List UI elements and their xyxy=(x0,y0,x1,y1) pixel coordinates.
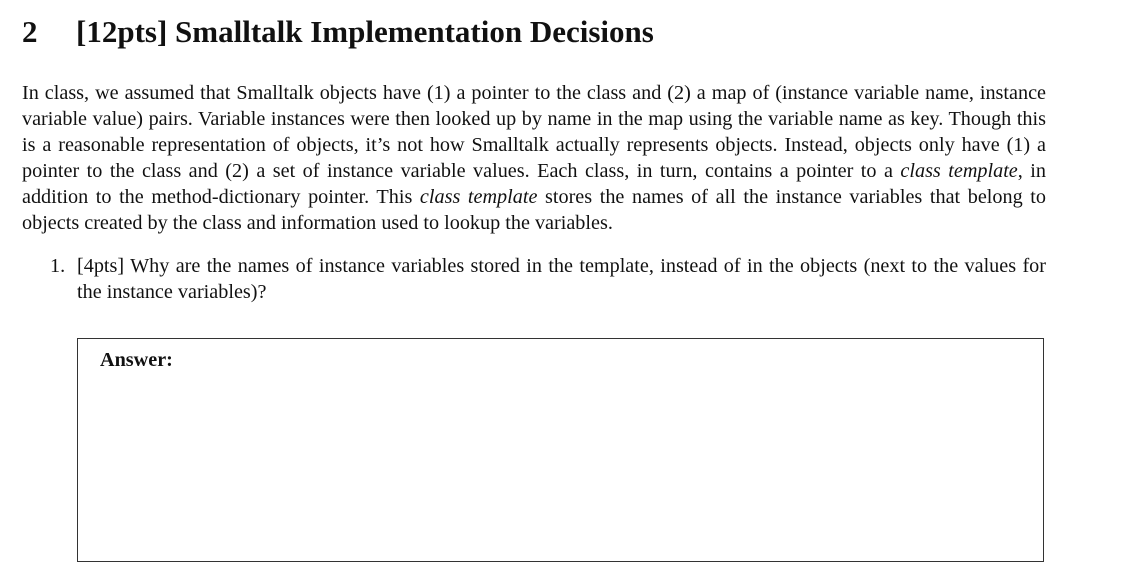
answer-box[interactable] xyxy=(77,338,1044,562)
section-title: [12pts] Smalltalk Implementation Decisions xyxy=(76,14,654,49)
document-page xyxy=(22,14,1046,305)
question-item xyxy=(22,253,1046,305)
intro-text-part1: In class, we assumed that Smalltalk objects have (1) a pointer to the class and (2) a map of (instance variable name, instance variable value) pairs. Variable instances were then looked up by name in the map using the variable name as key. Though this is a reasonable representation of objects, it’s not how Smalltalk actually represents objects. Instead, objects only have (1) a pointer to the class and (2) a set of instance variable values. Each class, in turn, contains a pointer to a xyxy=(22,82,1046,182)
question-text: [4pts] Why are the names of instance variables stored in the template, instead of in the objects (next to the values for the instance variables)? xyxy=(77,255,1046,303)
answer-label: Answer: xyxy=(100,349,173,371)
section-number: 2 xyxy=(22,14,38,49)
question-list xyxy=(22,253,1046,305)
intro-text-part2: , in addition to the method-dictionary pointer. This xyxy=(22,160,1047,208)
intro-emphasis-class-template-2: class template xyxy=(419,186,538,208)
intro-text-part3: stores the names of all the instance variables that belong to objects created by the class and information used to lookup the variables. xyxy=(22,186,1046,234)
question-number: 1. xyxy=(50,255,66,277)
intro-emphasis-class-template-1: class template xyxy=(900,160,1018,182)
intro-paragraph xyxy=(22,80,1046,236)
section-heading xyxy=(22,14,1046,50)
